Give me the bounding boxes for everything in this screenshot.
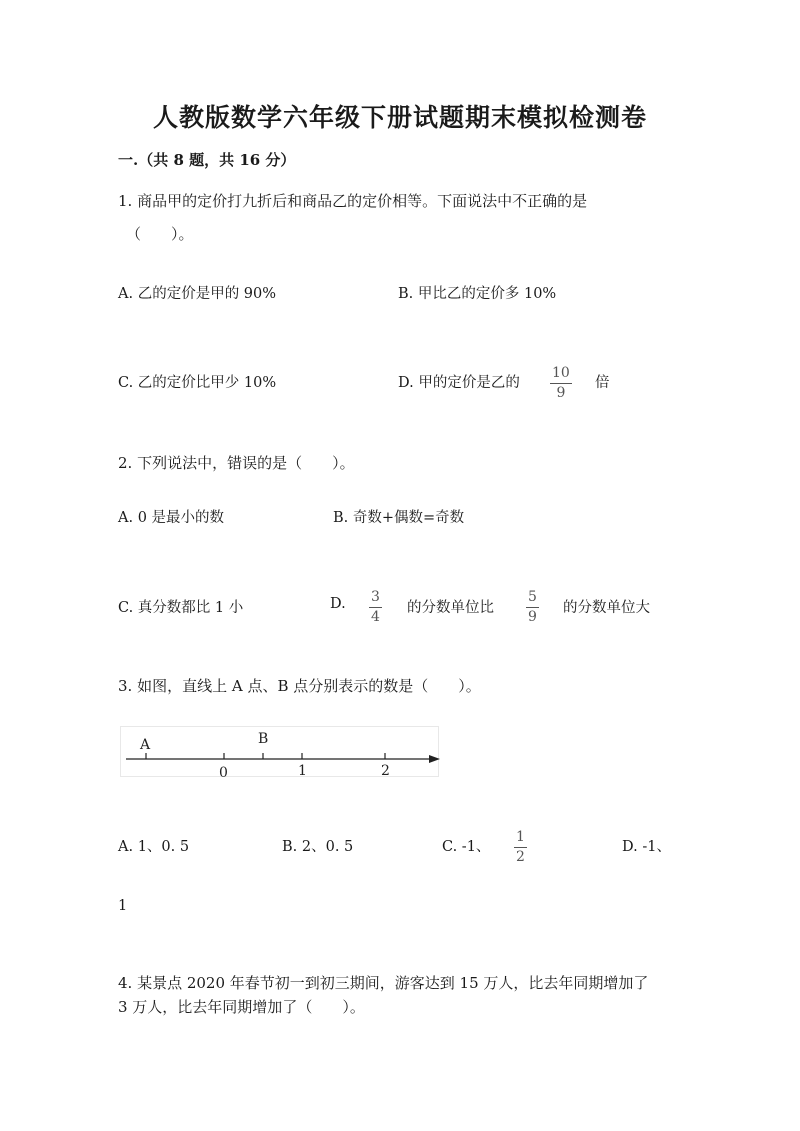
question-1-option-b: B. 甲比乙的定价多 10% [398, 286, 557, 302]
question-1-option-d-fraction [550, 366, 572, 400]
fraction-numerator: 3 [371, 589, 380, 605]
question-1-option-d-suffix: 倍 [595, 375, 610, 391]
question-3-option-a: A. 1、0. 5 [118, 839, 190, 855]
fraction-denominator: 2 [516, 849, 525, 865]
question-2-option-d-fraction-2 [526, 590, 539, 624]
number-line-figure [120, 726, 445, 781]
question-3-option-b: B. 2、0. 5 [282, 839, 354, 855]
question-1-option-a: A. 乙的定价是甲的 90% [118, 286, 277, 302]
point-a-label: A [140, 737, 151, 753]
question-2-option-d-suffix: 的分数单位大 [563, 600, 650, 616]
figure-frame [121, 727, 439, 777]
point-b-label: B [258, 731, 269, 747]
question-2-stem: 2. 下列说法中，错误的是（ ）。 [118, 454, 355, 472]
tick-label-1: 1 [298, 763, 307, 779]
question-3-option-c-fraction [514, 830, 527, 864]
fraction-bar [369, 607, 382, 608]
question-1-stem-line2: （ ）。 [126, 225, 194, 243]
question-2-option-c: C. 真分数都比 1 小 [118, 600, 244, 616]
fraction-bar [550, 383, 572, 384]
tick-label-0: 0 [219, 765, 228, 781]
question-1-stem-line1: 1. 商品甲的定价打九折后和商品乙的定价相等。下面说法中不正确的是 [118, 192, 588, 210]
question-3-option-d-line1: D. -1、 [622, 839, 671, 855]
question-3-stem: 3. 如图，直线上 A 点、B 点分别表示的数是（ ）。 [118, 677, 481, 695]
section-heading: 一.（共 8 题，共 16 分） [118, 151, 296, 169]
tick-label-2: 2 [381, 763, 390, 779]
fraction-denominator: 9 [528, 609, 537, 625]
page-title: 人教版数学六年级下册试题期末模拟检测卷 [152, 103, 647, 132]
question-4-stem-line1: 4. 某景点 2020 年春节初一到初三期间，游客达到 15 万人，比去年同期增加了 [118, 974, 649, 992]
question-1-option-d-prefix: D. 甲的定价是乙的 [398, 375, 520, 391]
fraction-numerator: 1 [516, 829, 525, 845]
question-2-option-a: A. 0 是最小的数 [118, 510, 225, 526]
fraction-denominator: 9 [556, 385, 566, 401]
fraction-numerator: 5 [528, 589, 537, 605]
question-2-option-d-prefix: D. [330, 596, 346, 612]
question-3-option-d-line2: 1 [118, 898, 128, 914]
question-1-option-c: C. 乙的定价比甲少 10% [118, 375, 277, 391]
fraction-denominator: 4 [371, 609, 380, 625]
fraction-numerator: 10 [552, 365, 570, 381]
question-4-stem-line2: 3 万人，比去年同期增加了（ ）。 [118, 998, 365, 1016]
question-2-option-b: B. 奇数+偶数=奇数 [333, 510, 465, 526]
question-2-option-d-fraction-1 [369, 590, 382, 624]
question-2-option-d-middle: 的分数单位比 [407, 600, 494, 616]
question-3-option-c-prefix: C. -1、 [442, 839, 491, 855]
fraction-bar [526, 607, 539, 608]
fraction-bar [514, 847, 527, 848]
